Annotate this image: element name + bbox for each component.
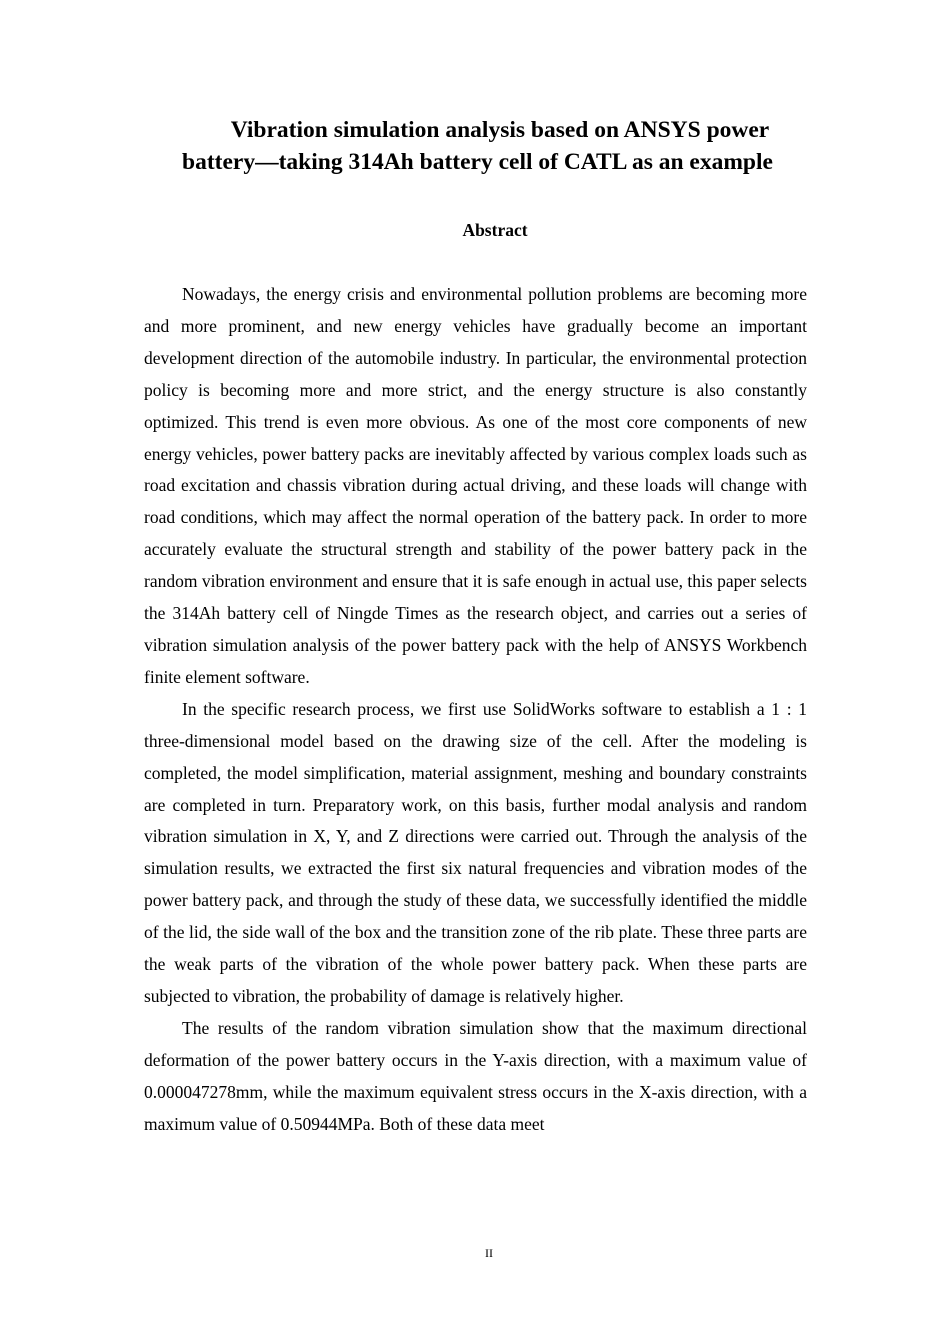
page-number: II bbox=[485, 1246, 493, 1260]
abstract-paragraph-3: The results of the random vibration simulation show that the maximum directional deformation of the power battery occurs in the Y-axis direction, with a maximum value of 0.000047278mm, while the maximum equivalent stress occurs in the X-axis direction, with a maximum value of 0.50944MPa. Both of these data meet bbox=[144, 1017, 807, 1134]
paper-title bbox=[145, 114, 810, 178]
title-line-1: Vibration simulation analysis based on ANSYS power bbox=[230, 117, 770, 143]
title-line-2: battery—taking 314Ah battery cell of CATL as an example bbox=[182, 149, 773, 175]
abstract-heading: Abstract bbox=[462, 220, 528, 240]
abstract-body bbox=[144, 279, 807, 1140]
abstract-paragraph-2: In the specific research process, we first use SolidWorks software to establish a 1 : 1 three-dimensional model based on the drawing size of the cell. After the modeling is completed, the model simplification, material assignment, meshing and boundary constraints are completed in turn. Preparatory work, on this basis, further modal analysis and random vibration simulation in X, Y, and Z directions were carried out. Through the analysis of the simulation results, we extracted the first six natural frequencies and vibration modes of the power battery pack, and through the study of these data, we successfully identified the middle of the lid, the side wall of the box and the transition zone of the rib plate. These three parts are the weak parts of the vibration of the whole power battery pack. When these parts are subjected to vibration, the probability of damage is relatively higher. bbox=[144, 698, 807, 1006]
abstract-paragraph-1: Nowadays, the energy crisis and environmental pollution problems are becoming more and more prominent, and new energy vehicles have gradually become an important development direction of the automobile industry. In particular, the environmental protection policy is becoming more and more strict, and the energy structure is also constantly optimized. This trend is even more obvious. As one of the most core components of new energy vehicles, power battery packs are inevitably affected by various complex loads such as road excitation and chassis vibration during actual driving, and these loads will change with road conditions, which may affect the normal operation of the battery pack. In order to more accurately evaluate the structural strength and stability of the power battery pack in the random vibration environment and ensure that it is safe enough in actual use, this paper selects the 314Ah battery cell of Ningde Times as the research object, and carries out a series of vibration simulation analysis of the power battery pack with the help of ANSYS Workbench finite element software. bbox=[144, 284, 807, 687]
